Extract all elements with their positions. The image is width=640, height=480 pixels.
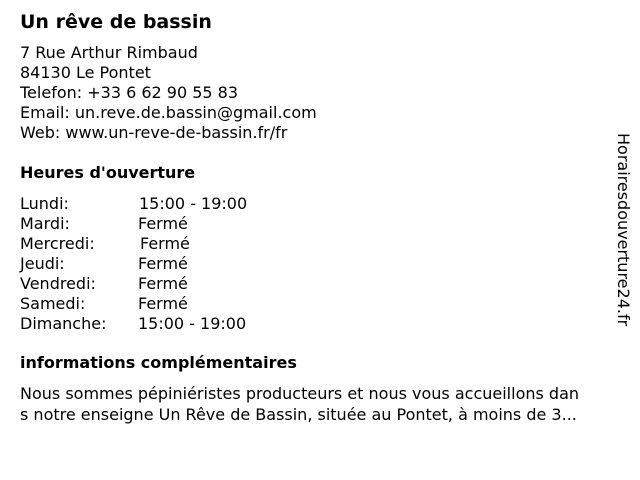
day-label: Samedi: xyxy=(20,294,86,313)
additional-info-line: Nous sommes pépiniéristes producteurs et nous vous accueillons dan xyxy=(20,384,580,403)
additional-info-text xyxy=(20,383,579,425)
phone-number: Telefon: +33 6 62 90 55 83 xyxy=(20,83,239,102)
email-address: Email: un.reve.de.bassin@gmail.com xyxy=(20,103,317,122)
day-hours: Fermé xyxy=(138,274,188,293)
additional-info-heading: informations complémentaires xyxy=(20,353,297,372)
site-brand-text: Horairesdouverture24.fr xyxy=(614,133,633,327)
site-brand-vertical xyxy=(612,133,634,345)
day-hours: Fermé xyxy=(140,234,190,253)
additional-info-line: s notre enseigne Un Rêve de Bassin, située au Pontet, à moins de 3... xyxy=(20,405,577,424)
business-name: Un rêve de bassin xyxy=(20,11,212,33)
day-label: Vendredi: xyxy=(20,274,96,293)
opening-hours-heading: Heures d'ouverture xyxy=(20,163,196,182)
street-address: 7 Rue Arthur Rimbaud xyxy=(20,43,198,62)
day-hours: Fermé xyxy=(138,294,188,313)
contact-block xyxy=(20,43,317,143)
website-url: Web: www.un-reve-de-bassin.fr/fr xyxy=(20,123,288,142)
day-hours: Fermé xyxy=(138,254,188,273)
day-label: Mercredi: xyxy=(20,234,95,253)
day-hours: Fermé xyxy=(138,214,188,233)
day-hours: 15:00 - 19:00 xyxy=(139,194,248,213)
day-label: Lundi: xyxy=(20,194,69,213)
day-hours: 15:00 - 19:00 xyxy=(138,314,247,333)
city-address: 84130 Le Pontet xyxy=(20,63,151,82)
day-label: Dimanche: xyxy=(20,314,107,333)
day-label: Jeudi: xyxy=(20,254,65,273)
day-label: Mardi: xyxy=(20,214,70,233)
